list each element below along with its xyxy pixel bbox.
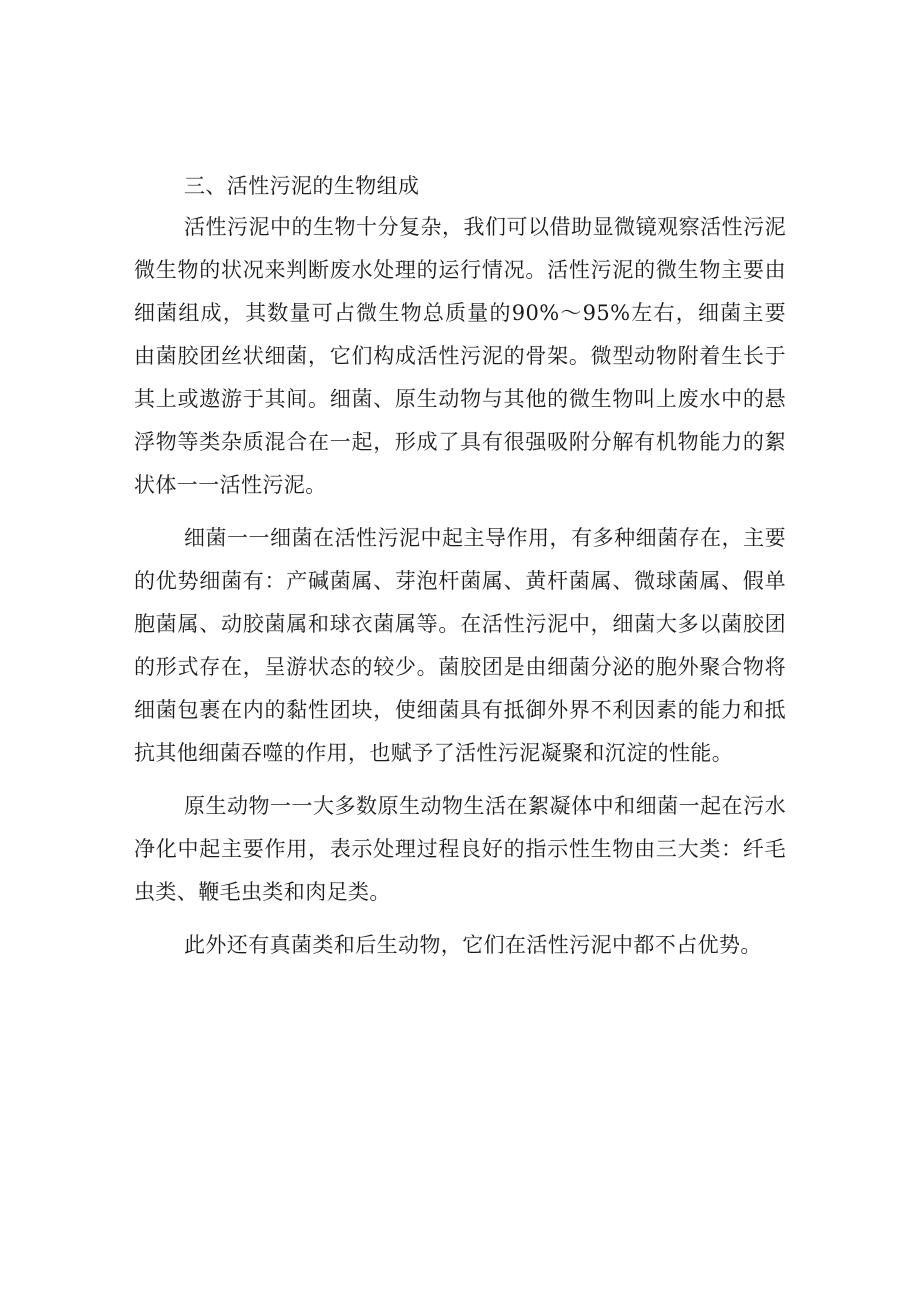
- paragraph-bacteria: 细菌一一细菌在活性污泥中起主导作用，有多种细菌存在，主要的优势细菌有：产碱菌属、芽泡杆菌属、黄杆菌属、微球菌属、假单胞菌属、动胶菌属和球衣菌属等。在活性污泥中，细菌大多以菌胶团的形式存在，呈游状态的较少。菌胶团是由细菌分泌的胞外聚合物将细菌包裹在内的黏性团块，使细菌具有抵御外界不利因素的能力和抵抗其他细菌吞噬的作用，也赋予了活性污泥凝聚和沉淀的性能。: [134, 526, 786, 765]
- paragraph-protozoa: 原生动物一一大多数原生动物生活在絮凝体中和细菌一起在污水净化中起主要作用，表示处理过程良好的指示性生物由三大类：纤毛虫类、鞭毛虫类和肉足类。: [134, 794, 786, 904]
- document-body: [134, 168, 786, 977]
- paragraph-intro: 活性污泥中的生物十分复杂，我们可以借助显微镜观察活性污泥微生物的状况来判断废水处理的运行情况。活性污泥的微生物主要由细菌组成，其数量可占微生物总质量的90%～95%左右，细菌主要由菌胶团丝状细菌，它们构成活性污泥的骨架。微型动物附着生长于其上或遨游于其间。细菌、原生动物与其他的微生物叫上废水中的悬浮物等类杂质混合在一起，形成了具有很强吸附分解有机物能力的絮状体一一活性污泥。: [134, 215, 786, 497]
- section-heading: 三、活性污泥的生物组成: [184, 174, 420, 198]
- paragraph-fungi: 此外还有真菌类和后生动物，它们在活性污泥中都不占优势。: [184, 933, 762, 957]
